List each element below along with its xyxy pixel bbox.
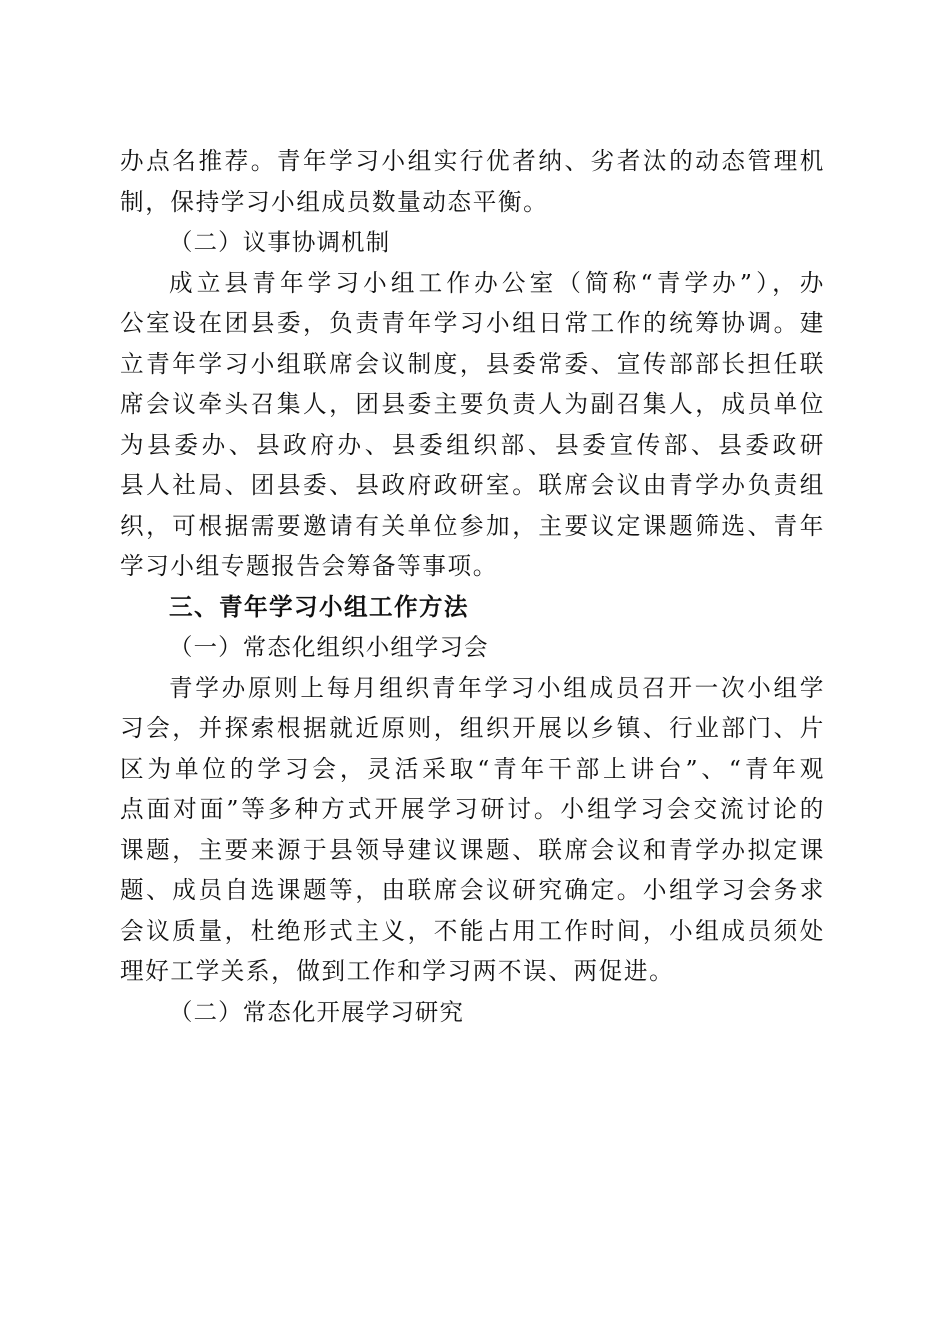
subsection-heading: （二）常态化开展学习研究	[169, 997, 465, 1026]
body-line: 学习小组专题报告会筹备等事项。	[120, 552, 498, 580]
subsection-heading: （二）议事协调机制	[169, 228, 391, 256]
body-line: 县人社局、团县委、县政府政研室。联席会议由青学办负责组	[120, 471, 825, 499]
body-line: 理好工学关系，做到工作和学习两不误、两促进。	[120, 957, 675, 985]
body-line: 题、成员自选课题等，由联席会议研究确定。小组学习会务求	[120, 876, 825, 904]
body-line: 会议质量，杜绝形式主义，不能占用工作时间，小组成员须处	[120, 916, 825, 945]
body-line: 成立县青年学习小组工作办公室（简称“青学办”），办	[169, 268, 825, 297]
body-line: 公室设在团县委，负责青年学习小组日常工作的统筹协调。建	[120, 309, 825, 337]
section-heading: 三、青年学习小组工作方法	[169, 592, 469, 621]
body-line: 点面对面”等多种方式开展学习研讨。小组学习会交流讨论的	[120, 795, 825, 823]
body-line: 立青年学习小组联席会议制度，县委常委、宣传部部长担任联	[120, 349, 825, 378]
body-line: 席会议牵头召集人，团县委主要负责人为副召集人，成员单位	[120, 390, 825, 418]
body-line: 为县委办、县政府办、县委组织部、县委宣传部、县委政研	[120, 430, 825, 459]
body-line: 织，可根据需要邀请有关单位参加，主要议定课题筛选、青年	[120, 511, 825, 540]
body-line: 青学办原则上每月组织青年学习小组成员召开一次小组学	[169, 673, 825, 702]
subsection-heading: （一）常态化组织小组学习会	[169, 633, 489, 661]
body-line: 办点名推荐。青年学习小组实行优者纳、劣者汰的动态管理机	[120, 147, 825, 175]
body-line: 制，保持学习小组成员数量动态平衡。	[120, 187, 549, 216]
body-line: 习会，并探索根据就近原则，组织开展以乡镇、行业部门、片	[120, 714, 825, 742]
body-line: 课题，主要来源于县领导建议课题、联席会议和青学办拟定课	[120, 835, 825, 864]
body-line: 区为单位的学习会，灵活采取“青年干部上讲台”、“青年观	[120, 754, 825, 783]
document-page	[120, 141, 825, 1032]
